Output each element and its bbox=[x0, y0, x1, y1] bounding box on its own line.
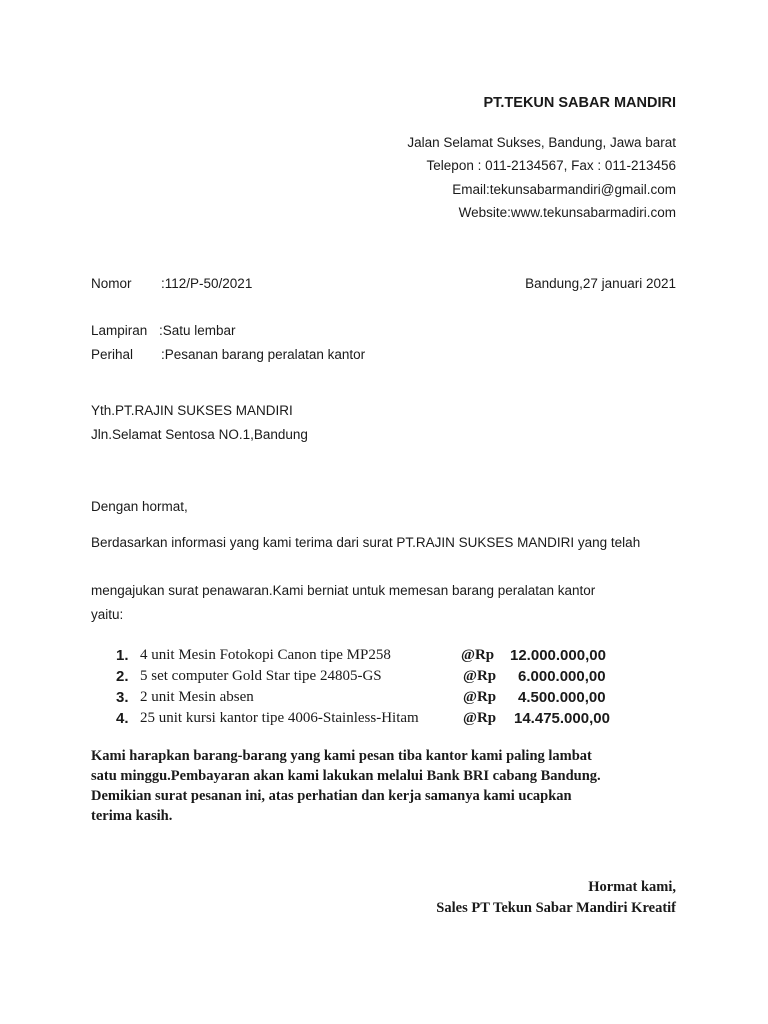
item-number: 3. bbox=[116, 689, 129, 706]
item-price: 12.000.000,00 bbox=[510, 647, 606, 664]
item-description: 5 set computer Gold Star tipe 24805-GS bbox=[140, 668, 382, 684]
item-number: 2. bbox=[116, 668, 129, 685]
lampiran-value: :Satu lembar bbox=[159, 323, 236, 338]
company-name: PT.TEKUN SABAR MANDIRI bbox=[483, 95, 676, 111]
item-price: 14.475.000,00 bbox=[514, 710, 610, 727]
perihal-value: :Pesanan barang peralatan kantor bbox=[161, 347, 366, 362]
company-address: Jalan Selamat Sukses, Bandung, Jawa barat bbox=[407, 135, 676, 150]
item-description: 4 unit Mesin Fotokopi Canon tipe MP258 bbox=[140, 647, 391, 663]
body-line-3: yaitu: bbox=[91, 607, 124, 622]
nomor-label: Nomor bbox=[91, 276, 132, 291]
recipient-name: Yth.PT.RAJIN SUKSES MANDIRI bbox=[91, 403, 293, 418]
signature-greeting: Hormat kami, bbox=[588, 879, 676, 895]
item-description: 2 unit Mesin absen bbox=[140, 689, 254, 705]
body-line-1: Berdasarkan informasi yang kami terima dari surat PT.RAJIN SUKSES MANDIRI yang telah bbox=[91, 535, 641, 550]
company-email: Email:tekunsabarmandiri@gmail.com bbox=[452, 182, 676, 197]
item-currency: @Rp bbox=[463, 710, 497, 726]
item-currency: @Rp bbox=[463, 668, 497, 684]
letter-date: Bandung,27 januari 2021 bbox=[525, 276, 676, 291]
perihal-label: Perihal bbox=[91, 347, 134, 362]
item-price: 4.500.000,00 bbox=[518, 689, 606, 706]
company-website: Website:www.tekunsabarmadiri.com bbox=[458, 205, 676, 220]
recipient-address: Jln.Selamat Sentosa NO.1,Bandung bbox=[91, 427, 308, 442]
item-currency: @Rp bbox=[461, 647, 495, 663]
item-number: 1. bbox=[116, 647, 129, 664]
nomor-value: :112/P-50/2021 bbox=[161, 276, 253, 291]
company-phone: Telepon : 011-2134567, Fax : 011-213456 bbox=[426, 158, 676, 173]
greeting: Dengan hormat, bbox=[91, 499, 188, 514]
item-number: 4. bbox=[116, 710, 129, 727]
item-description: 25 unit kursi kantor tipe 4006-Stainless-Hitam bbox=[140, 710, 419, 726]
closing-line-3: Demikian surat pesanan ini, atas perhatian dan kerja samanya kami ucapkan bbox=[91, 788, 572, 804]
item-price: 6.000.000,00 bbox=[518, 668, 606, 685]
closing-line-1: Kami harapkan barang-barang yang kami pesan tiba kantor kami paling lambat bbox=[91, 748, 592, 764]
closing-line-4: terima kasih. bbox=[91, 808, 173, 824]
item-currency: @Rp bbox=[463, 689, 497, 705]
signature-name: Sales PT Tekun Sabar Mandiri Kreatif bbox=[436, 900, 676, 916]
lampiran-label: Lampiran bbox=[91, 323, 148, 338]
closing-line-2: satu minggu.Pembayaran akan kami lakukan melalui Bank BRI cabang Bandung. bbox=[91, 768, 601, 784]
body-line-2: mengajukan surat penawaran.Kami berniat untuk memesan barang peralatan kantor bbox=[91, 583, 596, 598]
